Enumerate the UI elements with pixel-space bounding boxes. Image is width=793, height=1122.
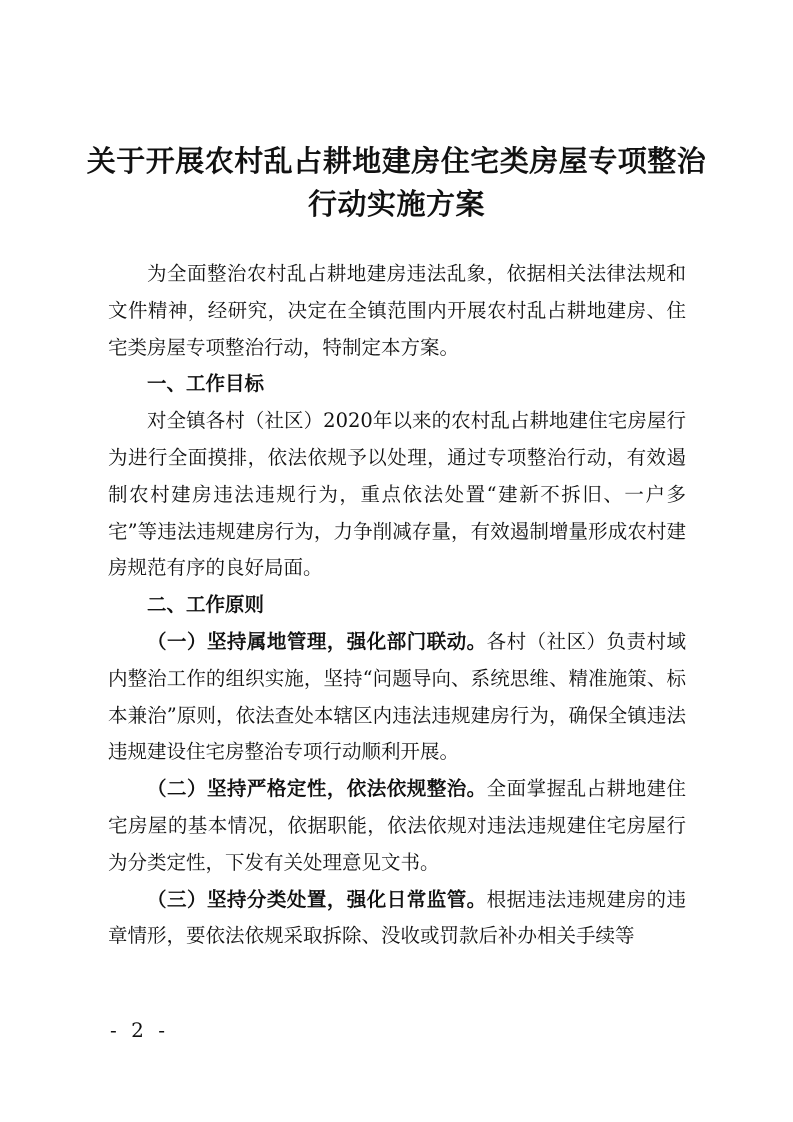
section-heading-goals: 一、工作目标 bbox=[147, 372, 265, 396]
principle-paragraph-1 bbox=[108, 624, 686, 771]
document-title-line-1: 关于开展农村乱占耕地建房住宅类房屋专项整治 bbox=[86, 144, 707, 178]
principle-lead-2: （二）坚持严格定性，依法依规整治。 bbox=[147, 777, 487, 801]
section-heading-principles: 二、工作原则 bbox=[147, 593, 265, 617]
principle-text-1: 各村（社区）负责村域内整治工作的组织实施，坚持“问题导向、系统思维、精准施策、标本兼治”原则，依法查处本辖区内违法违规建房行为，确保全镇违法违规建设住宅房整治专项行动顺利开展。 bbox=[108, 629, 686, 764]
document-title-line-2: 行动实施方案 bbox=[307, 187, 485, 221]
document-body bbox=[108, 256, 686, 955]
intro-paragraph: 为全面整治农村乱占耕地建房违法乱象，依据相关法律法规和文件精神，经研究，决定在全镇范围内开展农村乱占耕地建房、住宅类房屋专项整治行动，特制定本方案。 bbox=[108, 262, 686, 359]
principle-text-3: 根据违法违规建房的违章情形，要依法依规采取拆除、没收或罚款后补办相关手续等 bbox=[108, 887, 686, 948]
principle-lead-1: （一）坚持属地管理，强化部门联动。 bbox=[147, 629, 487, 653]
principle-text-2: 全面掌握乱占耕地建住宅房屋的基本情况，依据职能，依法依规对违法违规建住宅房屋行为分类定性，下发有关处理意见文书。 bbox=[108, 777, 686, 874]
page-number: - 2 - bbox=[110, 1018, 169, 1042]
principle-paragraph-2 bbox=[108, 771, 686, 881]
principle-lead-3: （三）坚持分类处置，强化日常监管。 bbox=[147, 887, 487, 911]
principle-paragraph-3 bbox=[108, 882, 686, 956]
goals-paragraph: 对全镇各村（社区）2020年以来的农村乱占耕地建住宅房屋行为进行全面摸排，依法依规予以处理，通过专项整治行动，有效遏制农村建房违法违规行为，重点依法处置“建新不拆旧、一户多宅”等违法违规建房行为，力争削减存量，有效遏制增量形成农村建房规范有序的良好局面。 bbox=[108, 409, 686, 580]
